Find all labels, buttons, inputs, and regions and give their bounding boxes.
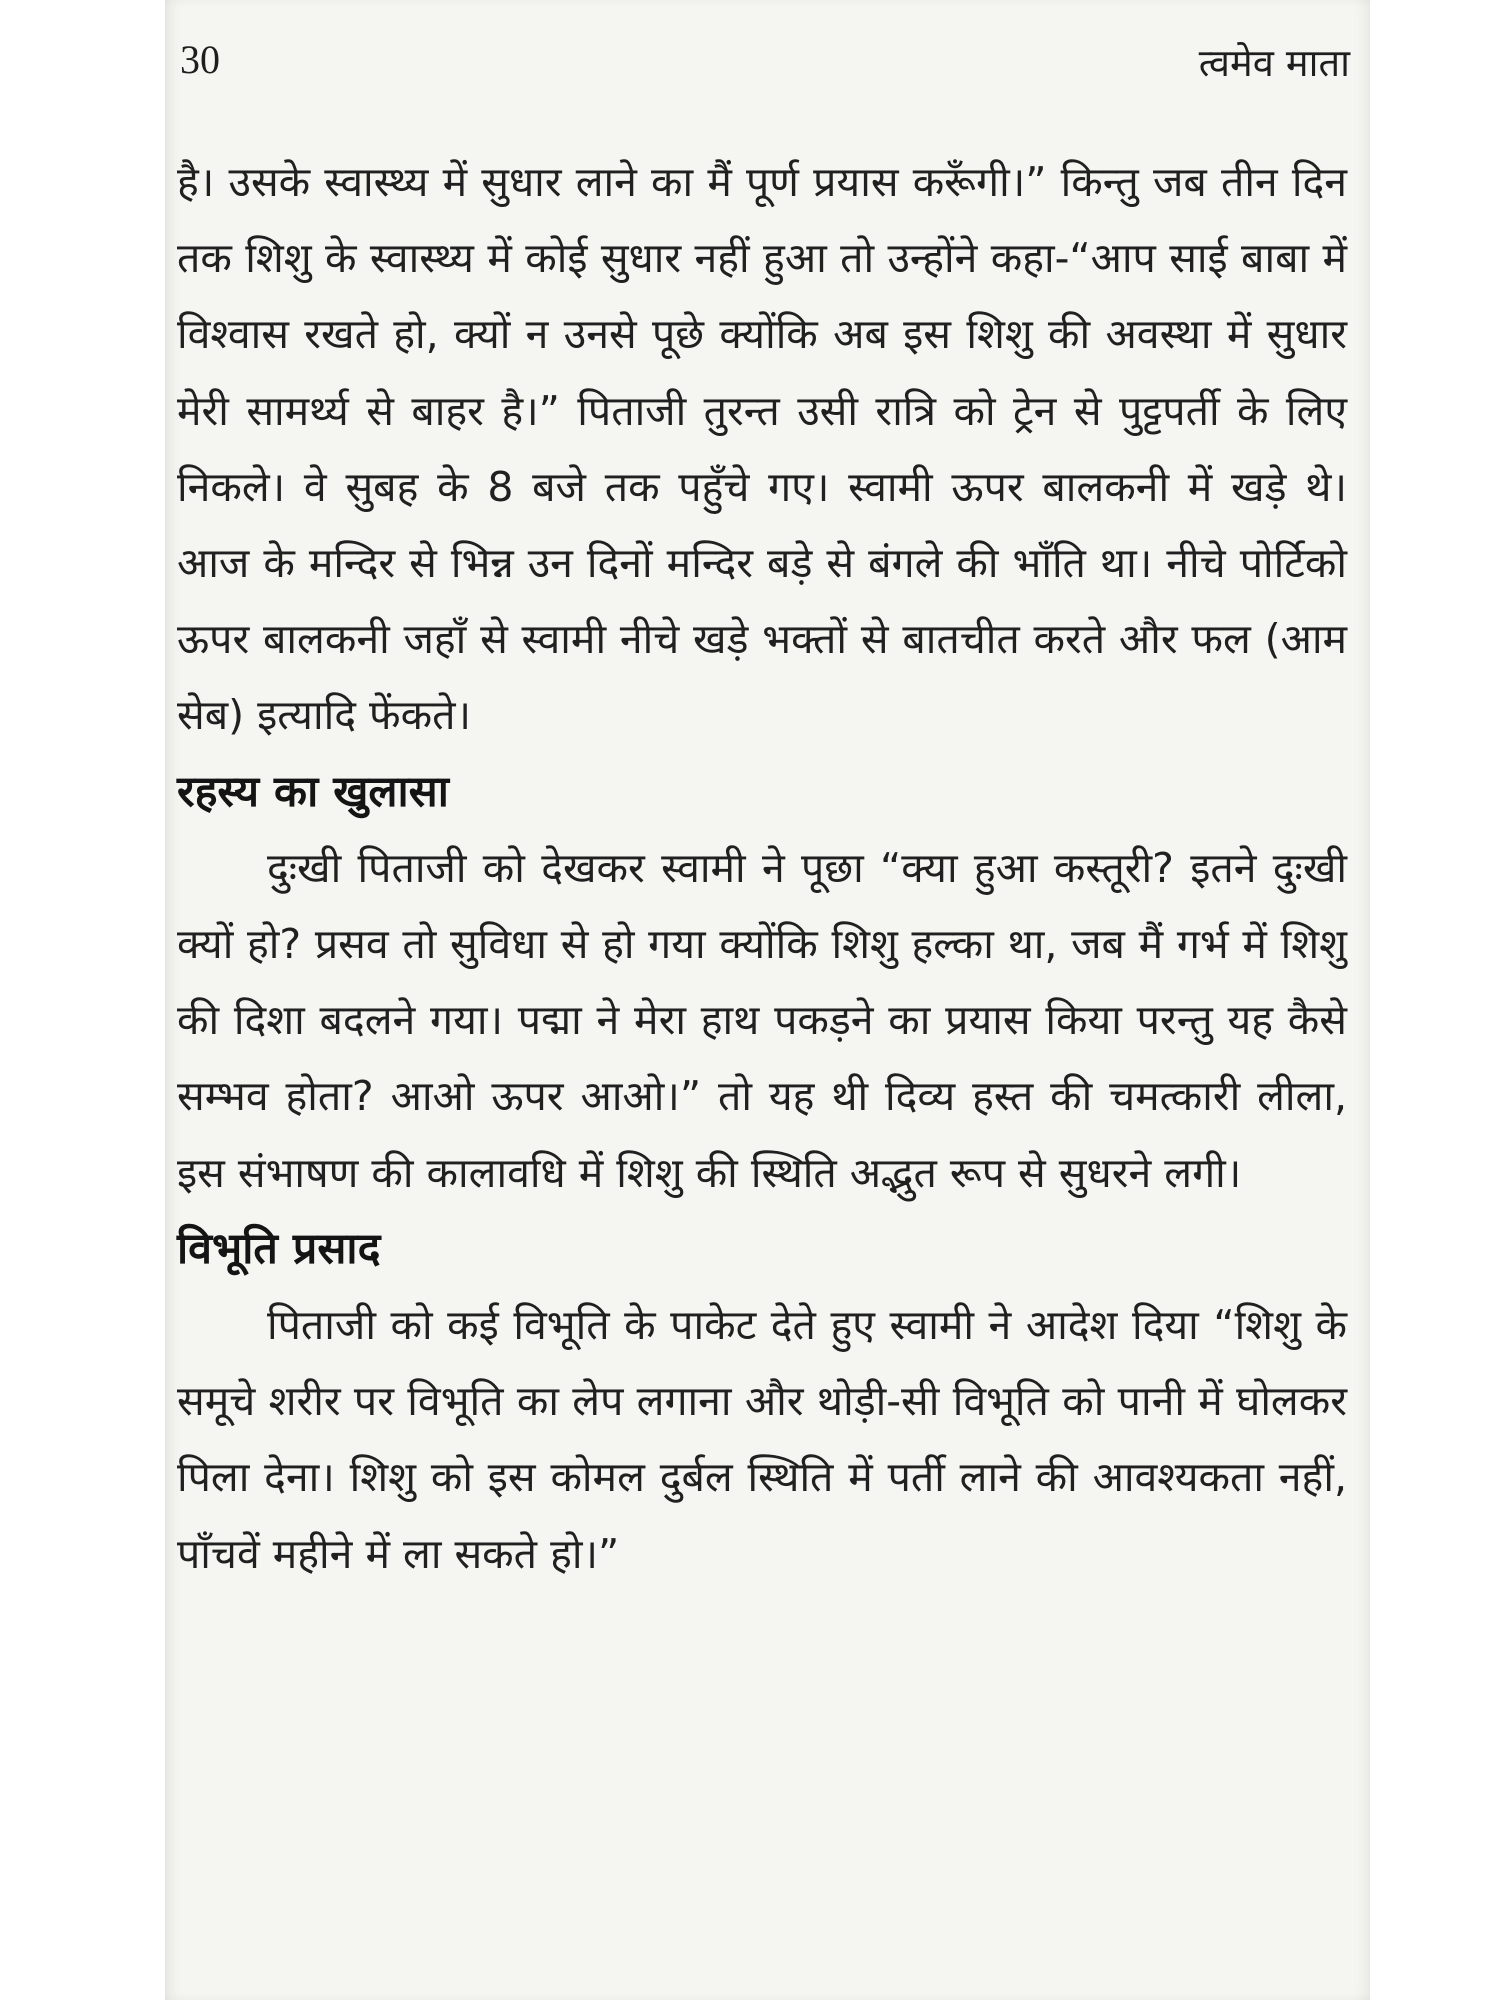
paragraph-1: है। उसके स्वास्थ्य में सुधार लाने का मैं पूर्ण प्रयास करूँगी।” किन्तु जब तीन दिन तक शिशु के स्वास्थ्य में कोई सुधार नहीं हुआ तो उन्होंने कहा-“आप साई बाबा में विश्वास रखते हो, क्यों न उनसे पूछे क्योंकि अब इस शिशु की अवस्था में सुधार मेरी सामर्थ्य से बाहर है।” पिताजी तुरन्त उसी रात्रि को ट्रेन से पुट्टपर्ती के लिए निकले। वे सुबह के 8 बजे तक पहुँचे गए। स्वामी ऊपर बालकनी में खड़े थे। आज के मन्दिर से भिन्न उन दिनों मन्दिर बड़े से बंगले की भाँति था। नीचे पोर्टिको ऊपर बालकनी जहाँ से स्वामी नीचे खड़े भक्तों से बातचीत करते और फल (आम सेब) इत्यादि फेंकते। [177,158,1347,740]
paragraph-2: दुःखी पिताजी को देखकर स्वामी ने पूछा “क्या हुआ कस्तूरी? इतने दुःखी क्यों हो? प्रसव तो सुविधा से हो गया क्योंकि शिशु हल्का था, जब मैं गर्भ में शिशु की दिशा बदलने गया। पद्मा ने मेरा हाथ पकड़ने का प्रयास किया परन्तु यह कैसे सम्भव होता? आओ ऊपर आओ।” तो यह थी दिव्य हस्त की चमत्कारी लीला, इस संभाषण की कालावधि में शिशु की स्थिति अद्भुत रूप से सुधरने लगी। [177,843,1347,1197]
section-heading-rahasya: रहस्य का खुलासा [177,766,449,817]
page-body [177,144,1347,1592]
running-title: त्वमेव माता [1198,41,1350,85]
book-page [165,0,1370,2000]
page-header [180,36,1350,96]
section-heading-vibhuti: विभूति प्रसाद [177,1223,381,1274]
paragraph-3: पिताजी को कई विभूति के पाकेट देते हुए स्वामी ने आदेश दिया “शिशु के समूचे शरीर पर विभूति का लेप लगाना और थोड़ी-सी विभूति को पानी में घोलकर पिला देना। शिशु को इस कोमल दुर्बल स्थिति में पर्ती लाने की आवश्यकता नहीं, पाँचवें महीने में ला सकते हो।” [177,1301,1347,1578]
page-number: 30 [180,37,220,82]
